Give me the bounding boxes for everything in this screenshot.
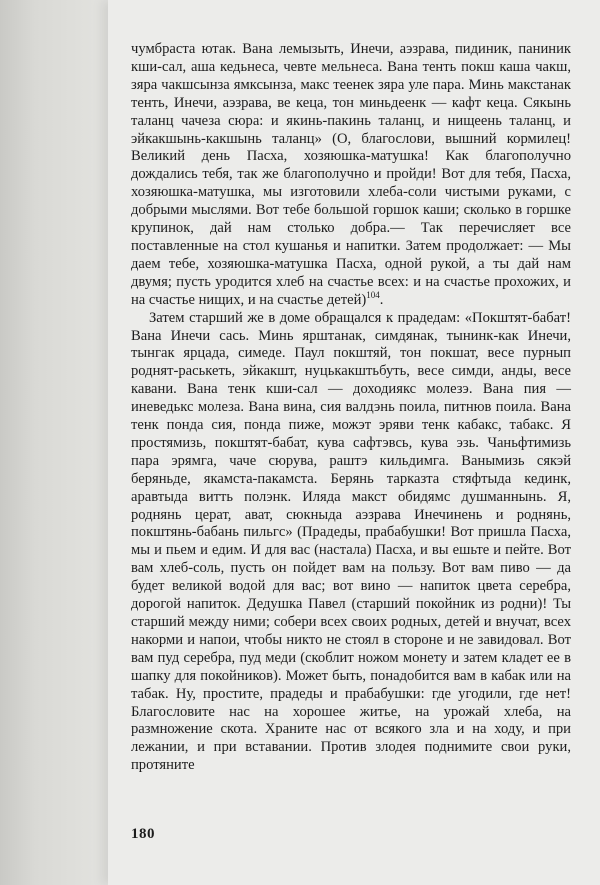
book-gutter <box>0 0 118 885</box>
footnote-reference: 104 <box>366 289 380 300</box>
paragraph-2: Затем старший же в доме обращался к прадедам: «Покштят-бабат! Вана Инечи сась. Минь ярштанак, симдянак, тынинк-как Инечи, тынгак ярцада, симеде. Паул покштяй, тон покшат, весе пурнып роднят-раськеть, эйкакшт, нуцькакштьбуть, весе симди, анды, весе кавани. Вана тенк кши-сал — доходиякс молезэ. Вана пия — иневедькс молеза. Вана вина, сия валдэнь поила, питнюв поила. Вана тенк понда сия, понда пиже, можэт эряви тенк кабакс, табакс. Я простямизь, покштят-бабат, кува сафтэвсь, кува эзь. Чаньфтимизь пара эрямга, чаче сюрува, раштэ кильдимга. Ванымизь сякэй беряньде, якамста-пакамста. Берянь тарказта стяфтыда кединк, аравтыда витть полэнк. Иляда макст обидямс душманнынь. Я, роднянь церат, ават, сюкныда аэзрава Инечинень и роднянь, покштянь-бабань пильгс» (Прадеды, прабабушки! Вот пришла Пасха, мы и пьем и едим. И для вас (настала) Пасха, и вы ешьте и пейте. Вот вам хлеб-соль, пусть он пойдет вам на пользу. Вот вам пиво — да будет великой водой для вас; вот вино — напиток цвета серебра, дорогой напиток. Дедушка Павел (старший покойник из родни)! Ты старший между ними; собери всех своих родных, детей и внучат, всех накорми и напои, чтобы никто не стоял в стороне и не завидовал. Вот вам пуд серебра, пуд меди (скоблит ножом монету и затем кладет ее в шапку для покойников). Может быть, понадобится вам в кабак или на табак. Ну, простите, прадеды и прабабушки: где угодили, где нет! Благословите нас на хорошее житье, на урожай хлеба, на размножение скота. Храните нас от всякого зла и на ходу, и при лежании, и при вставании. Против злодея поднимите свои руки, протяните <box>131 309 571 774</box>
page-text-column <box>131 41 571 775</box>
page-number: 180 <box>131 826 155 842</box>
paragraph-1-text: чумбраста ютак. Вана лемызыть, Инечи, аэзрава, пидиник, паниник кши-сал, аша кедьнеса, чевте мельнеса. Вана тенть покш каша чакш, зяра чакшсынза ямксынза, макс теенек зяра уле пара. Минь макстанак тенть, Инечи, аэзрава, ве кеца, тон миньдеенк — кафт кеца. Сякынь таланц чачеза сюра: и якинь-пакинь таланц, и нищеень таланц, и эйкакшынь-какшынь таланц» (О, благослови, вышний кормилец! Великий день Пасха, хозяюшка-матушка! Как благополучно дождались тебя, так же благополучно и пройди! Вот для тебя, Пасха, хозяюшка-матушка, мы изготовили хлеба-соли чистыми руками, с добрыми мыслями. Вот тебе большой горшок каши; сколько в горшке крупинок, дай нам столько добра.— Так перечисляет все поставленные на стол кушанья и напитки. Затем продолжает: — Мы даем тебе, хозяюшка-матушка Пасха, одной рукой, а ты дай нам двумя; пусть уродится хлеб на счастье всех: и на счастье прохожих, и на счастье нищих, и на счастье детей) <box>131 41 571 308</box>
paragraph-1: чумбраста ютак. Вана лемызыть, Инечи, аэзрава, пидиник, паниник кши-сал, аша кедьнеса, чевте мельнеса. Вана тенть покш каша чакш, зяра чакшсынза ямксынза, макс теенек зяра уле пара. Минь макстанак тенть, Инечи, аэзрава, ве кеца, тон миньдеенк — кафт кеца. Сякынь таланц чачеза сюра: и якинь-пакинь таланц, и нищеень таланц, и эйкакшынь-какшынь таланц» (О, благослови, вышний кормилец! Великий день Пасха, хозяюшка-матушка! Как благополучно дождались тебя, так же благополучно и пройди! Вот для тебя, Пасха, хозяюшка-матушка, мы изготовили хлеба-соли чистыми руками, с добрыми мыслями. Вот тебе большой горшок каши; сколько в горшке крупинок, дай нам столько добра.— Так перечисляет все поставленные на стол кушанья и напитки. Затем продолжает: — Мы даем тебе, хозяюшка-матушка Пасха, одной рукой, а ты дай нам двумя; пусть уродится хлеб на счастье всех: и на счастье прохожих, и на счастье нищих, и на счастье детей)$^{104}$. <box>131 41 571 308</box>
